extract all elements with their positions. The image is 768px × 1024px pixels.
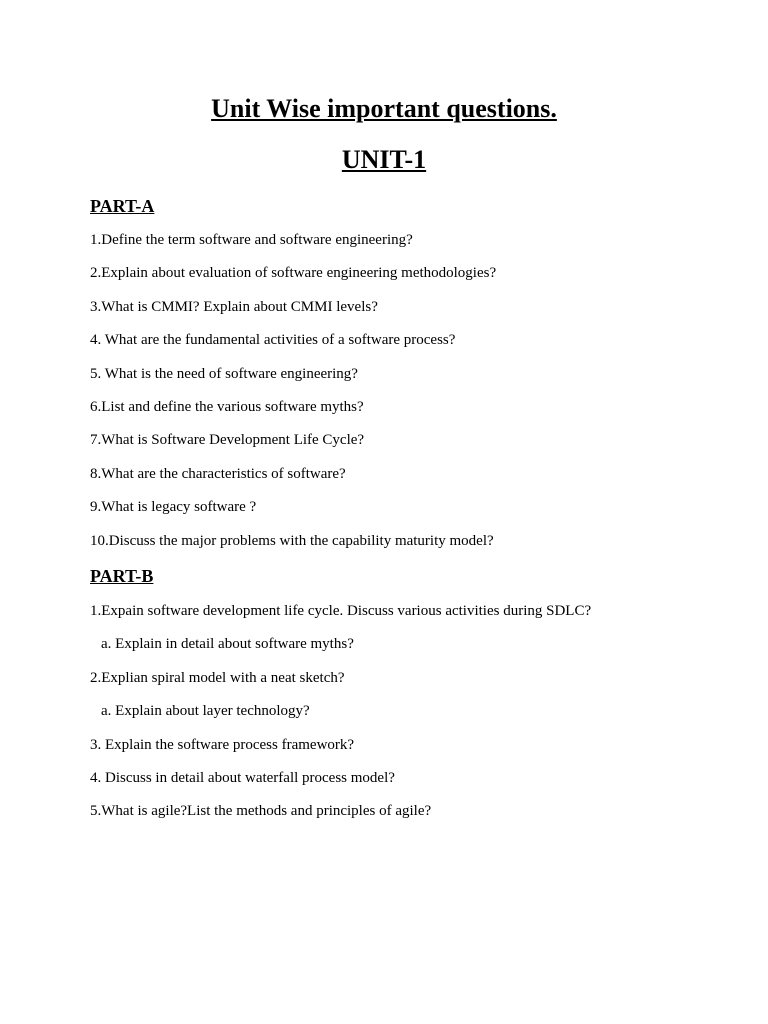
sub-question-item: a. Explain about layer technology?: [101, 703, 310, 720]
question-item: 8.What are the characteristics of software?: [90, 465, 346, 482]
question-item: 3. Explain the software process framework?: [90, 736, 355, 753]
question-item: 3.What is CMMI? Explain about CMMI levels?: [90, 298, 378, 315]
question-item: 6.List and define the various software myths?: [90, 398, 364, 415]
unit-title: UNIT-1: [341, 145, 427, 174]
question-item: 2.Explain about evaluation of software engineering methodologies?: [90, 265, 497, 282]
part-b-heading: PART-B: [90, 566, 154, 586]
question-item: 2.Explian spiral model with a neat sketch?: [90, 669, 345, 686]
question-item: 5.What is agile?List the methods and principles of agile?: [90, 803, 432, 820]
question-item: 10.Discuss the major problems with the capability maturity model?: [90, 532, 494, 549]
question-item: 9.What is legacy software ?: [90, 499, 257, 516]
question-item: 1.Expain software development life cycle. Discuss various activities during SDLC?: [90, 603, 592, 619]
sub-question-item: a. Explain in detail about software myths?: [101, 636, 354, 653]
question-item: 4. What are the fundamental activities of a software process?: [90, 332, 456, 349]
part-a-question-list: [90, 231, 496, 565]
page-title: Unit Wise important questions.: [211, 94, 557, 123]
question-item: 4. Discuss in detail about waterfall process model?: [90, 769, 395, 786]
question-item: 1.Define the term software and software engineering?: [90, 232, 413, 248]
question-item: 5. What is the need of software engineering?: [90, 365, 358, 382]
part-b-question-list: [90, 602, 591, 836]
part-a-heading: PART-A: [90, 196, 155, 216]
question-item: 7.What is Software Development Life Cycle?: [90, 432, 365, 449]
